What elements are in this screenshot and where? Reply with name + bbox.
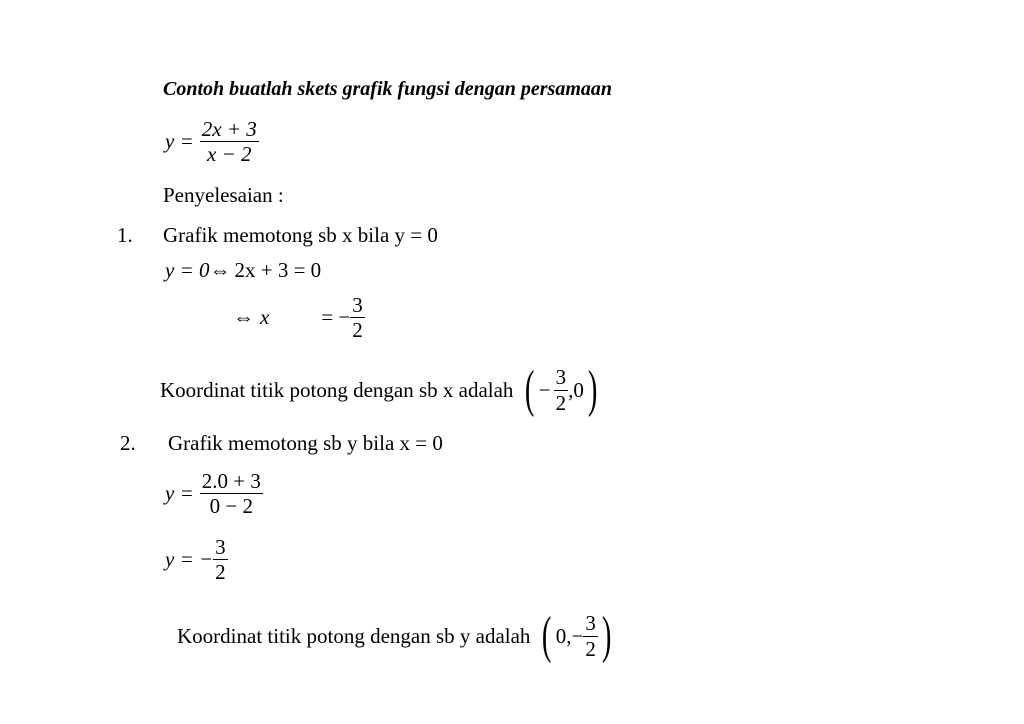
left-paren: (	[525, 361, 535, 418]
right-paren: )	[601, 607, 612, 664]
step1-number: 1.	[117, 223, 133, 247]
step2-line2-den: 2	[215, 560, 226, 585]
page-title: Contoh buatlah skets grafik fungsi dengan persamaan	[163, 78, 612, 100]
step2-coord-first: 0,−	[555, 623, 584, 648]
step2-line1-lhs: y =	[165, 481, 194, 506]
step1-line2-den: 2	[352, 318, 363, 343]
step1-line1-a: y = 0	[165, 258, 210, 282]
step2-coord-fraction	[583, 612, 598, 659]
step1-line1-b: 2x + 3 = 0	[234, 258, 322, 282]
step2-line1-den: 0 − 2	[209, 494, 253, 519]
step1-coord-fraction	[554, 366, 569, 413]
step1-line2-eq: = −	[321, 305, 351, 330]
step1-coord-minus: −	[538, 377, 551, 402]
step1-coord-rest: ,0	[568, 377, 584, 402]
double-arrow-icon: ⇔	[233, 305, 254, 330]
step2-coord-text: Koordinat titik potong dengan sb y adalah	[177, 623, 531, 648]
step2-heading: Grafik memotong sb y bila x = 0	[168, 431, 443, 455]
right-paren: )	[587, 361, 598, 418]
double-arrow-icon: ⇔	[209, 258, 231, 282]
step1-heading: Grafik memotong sb x bila y = 0	[163, 223, 438, 247]
step1-coord-den: 2	[555, 390, 567, 415]
step2-number: 2.	[120, 431, 136, 455]
solution-label: Penyelesaian :	[163, 183, 284, 207]
step2-line1-fraction	[200, 470, 263, 517]
step1-line2	[233, 294, 365, 341]
step2-line2-num: 3	[215, 535, 226, 559]
step1-line1	[165, 258, 321, 283]
step2-line1-num: 2.0 + 3	[201, 469, 261, 493]
step1-coord-num: 3	[555, 365, 567, 390]
equation-fraction	[200, 118, 259, 165]
step2-coord-num: 3	[585, 611, 596, 636]
step1-coord-text: Koordinat titik potong dengan sb x adalah	[160, 377, 514, 402]
step2-line2-lhs: y = −	[165, 547, 214, 572]
equation-numerator: 2x + 3	[201, 117, 257, 141]
step1-line2-num: 3	[352, 293, 363, 317]
left-paren: (	[542, 607, 552, 664]
step2-line2	[165, 536, 228, 583]
equation-denominator: x − 2	[207, 142, 252, 167]
step2-coordinate	[177, 607, 615, 664]
equation-lhs: y =	[165, 129, 194, 154]
step1-line2-fraction	[350, 294, 365, 341]
step2-line1	[165, 470, 263, 517]
main-equation	[165, 118, 259, 165]
step2-coord-den: 2	[585, 636, 596, 661]
step1-line2-var: x	[260, 305, 270, 330]
step1-coordinate	[160, 361, 601, 418]
step2-line2-fraction	[213, 536, 228, 583]
